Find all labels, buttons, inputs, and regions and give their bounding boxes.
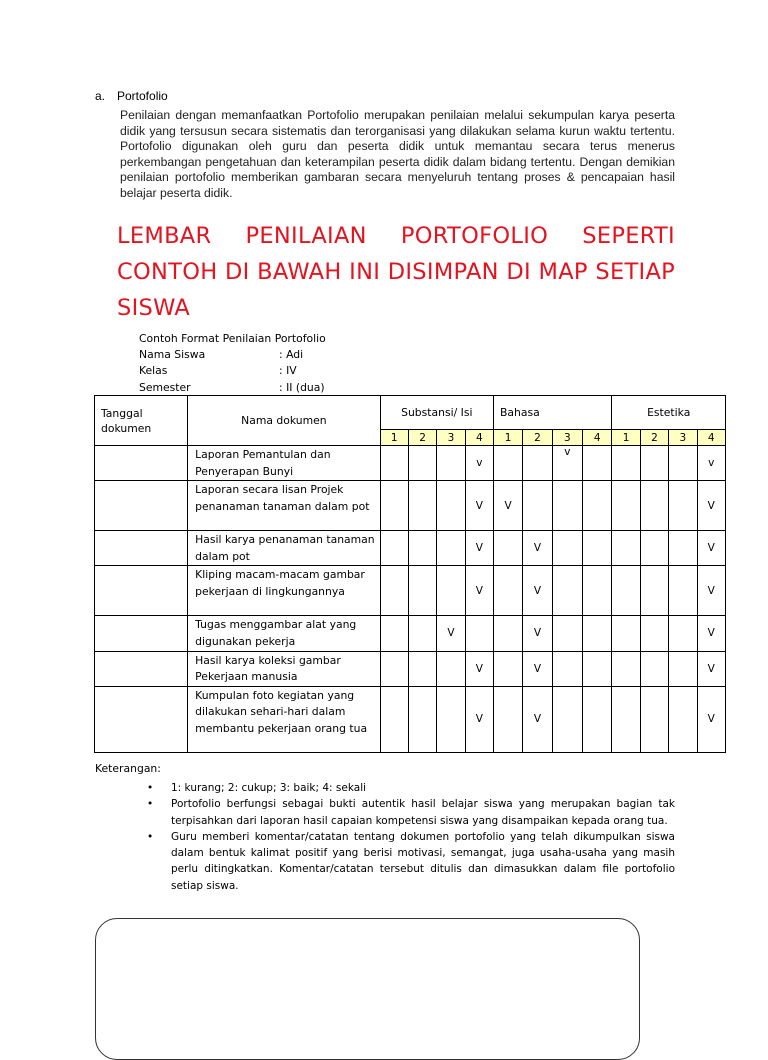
mark-cell: V — [465, 566, 493, 616]
mark-cell — [583, 446, 612, 481]
notes-list — [95, 780, 675, 894]
mark-cell — [552, 531, 582, 566]
mark-cell — [669, 651, 697, 686]
comment-box — [95, 918, 640, 1060]
mark-cell — [408, 481, 436, 531]
notes-item — [147, 829, 675, 894]
mark-cell — [612, 531, 640, 566]
mark-cell — [583, 481, 612, 531]
mark-cell — [493, 686, 522, 752]
table-row — [95, 481, 726, 531]
red-heading: LEMBAR PENILAIAN PORTOFOLIO SEPERTI CONTOH DI BAWAH INI DISIMPAN DI MAP SETIAP SISWA — [117, 223, 675, 321]
class-label: Kelas — [139, 364, 168, 378]
mark-cell — [493, 531, 522, 566]
table-header-row — [95, 396, 726, 430]
mark-cell — [408, 686, 436, 752]
score-3: 3 — [437, 430, 465, 446]
mark-cell — [552, 686, 582, 752]
mark-cell — [437, 481, 465, 531]
mark-cell — [612, 566, 640, 616]
semester-label: Semester — [139, 380, 191, 394]
notes-title: Keterangan: — [95, 762, 161, 775]
doc-cell: Laporan Pemantulan dan Penyerapan Bunyi — [188, 446, 380, 481]
mark-cell: V — [697, 531, 726, 566]
score-1: 1 — [612, 430, 640, 446]
mark-cell — [583, 566, 612, 616]
mark-cell — [612, 481, 640, 531]
table-row — [95, 616, 726, 651]
mark-cell — [669, 686, 697, 752]
header-substansi: Substansi/ Isi — [380, 396, 493, 430]
semester-value: : II (dua) — [279, 380, 325, 394]
mark-cell — [380, 686, 408, 752]
mark-cell — [380, 531, 408, 566]
mark-cell — [612, 446, 640, 481]
mark-cell — [669, 616, 697, 651]
score-4: 4 — [583, 430, 612, 446]
date-cell — [95, 616, 188, 651]
score-2: 2 — [640, 430, 668, 446]
mark-cell: V — [465, 481, 493, 531]
mark-cell — [669, 481, 697, 531]
score-3: 3 — [669, 430, 697, 446]
mark-cell — [437, 446, 465, 481]
mark-cell — [493, 566, 522, 616]
mark-cell — [493, 446, 522, 481]
mark-cell — [640, 616, 668, 651]
date-cell — [95, 481, 188, 531]
header-bahasa: Bahasa — [493, 396, 612, 430]
mark-cell — [523, 481, 552, 531]
mark-cell — [612, 651, 640, 686]
mark-cell: V — [697, 651, 726, 686]
mark-cell: V — [697, 616, 726, 651]
notes-section — [95, 762, 675, 894]
mark-cell — [380, 481, 408, 531]
doc-cell: Kliping macam-macam gambar pekerjaan di lingkungannya — [188, 566, 380, 616]
notes-item-text: Guru memberi komentar/catatan tentang dokumen portofolio yang telah dikumpulkan siswa dalam bentuk kalimat positif yang berisi motivasi, semangat, juga usaha-usaha yang masih perlu ditingkatkan. Komentar/catatan tersebut ditulis dan dimasukkan dalam file portofolio setiap siswa. — [171, 830, 675, 892]
date-cell — [95, 686, 188, 752]
portfolio-table — [94, 395, 726, 753]
mark-cell — [612, 686, 640, 752]
table-row — [95, 686, 726, 752]
mark-cell — [640, 446, 668, 481]
doc-cell: Kumpulan foto kegiatan yang dilakukan sehari-hari dalam membantu pekerjaan orang tua — [188, 686, 380, 752]
header-estetika: Estetika — [612, 396, 726, 430]
mark-cell — [523, 446, 552, 481]
mark-cell — [408, 531, 436, 566]
date-cell — [95, 531, 188, 566]
mark-cell: V — [697, 686, 726, 752]
score-4: 4 — [465, 430, 493, 446]
score-3: 3 — [552, 430, 582, 446]
student-info — [139, 331, 326, 396]
mark-cell — [552, 616, 582, 651]
doc-cell: Hasil karya koleksi gambar Pekerjaan manusia — [188, 651, 380, 686]
table-row — [95, 446, 726, 481]
info-row-class — [139, 363, 326, 379]
mark-cell — [640, 651, 668, 686]
notes-item-text: 1: kurang; 2: cukup; 3: baik; 4: sekali — [171, 782, 367, 794]
mark-cell: V — [465, 531, 493, 566]
date-cell — [95, 446, 188, 481]
mark-cell: V — [697, 481, 726, 531]
notes-item — [147, 780, 675, 796]
table-row — [95, 566, 726, 616]
mark-cell — [437, 531, 465, 566]
mark-cell — [612, 616, 640, 651]
notes-item — [147, 796, 675, 829]
mark-cell: V — [697, 566, 726, 616]
doc-cell: Laporan secara lisan Projek penanaman tanaman dalam pot — [188, 481, 380, 531]
mark-cell: v — [465, 446, 493, 481]
mark-cell — [583, 651, 612, 686]
mark-cell — [408, 651, 436, 686]
doc-cell: Hasil karya penanaman tanaman dalam pot — [188, 531, 380, 566]
mark-cell — [465, 616, 493, 651]
mark-cell — [552, 481, 582, 531]
name-label: Nama Siswa — [139, 348, 206, 362]
mark-cell: V — [437, 616, 465, 651]
mark-cell — [380, 616, 408, 651]
score-2: 2 — [523, 430, 552, 446]
section-heading — [95, 89, 168, 103]
mark-cell — [583, 531, 612, 566]
mark-cell — [493, 616, 522, 651]
date-cell — [95, 651, 188, 686]
date-cell — [95, 566, 188, 616]
score-1: 1 — [380, 430, 408, 446]
header-date: Tanggal dokumen — [95, 396, 188, 446]
info-row-semester — [139, 380, 326, 396]
info-row-name — [139, 347, 326, 363]
table-row — [95, 531, 726, 566]
mark-cell: V — [465, 651, 493, 686]
table-row — [95, 651, 726, 686]
mark-cell — [669, 566, 697, 616]
bullet-icon: • — [147, 798, 154, 811]
mark-cell: V — [523, 566, 552, 616]
score-4: 4 — [697, 430, 726, 446]
mark-cell — [583, 686, 612, 752]
mark-cell — [669, 531, 697, 566]
section-letter: a. — [95, 89, 106, 103]
mark-cell — [640, 686, 668, 752]
mark-cell — [640, 566, 668, 616]
mark-cell — [493, 651, 522, 686]
mark-cell — [437, 686, 465, 752]
bullet-icon: • — [147, 782, 154, 794]
header-doc: Nama dokumen — [188, 396, 380, 446]
mark-cell: v — [552, 446, 582, 481]
doc-cell: Tugas menggambar alat yang digunakan pekerja — [188, 616, 380, 651]
mark-cell: V — [523, 616, 552, 651]
score-1: 1 — [493, 430, 522, 446]
bullet-icon: • — [147, 830, 154, 843]
intro-paragraph: Penilaian dengan memanfaatkan Portofolio merupakan penilaian melalui sekumpulan karya peserta didik yang tersusun secara sistematis dan terorganisasi yang dilakukan selama kurun waktu tertentu. Portofolio digunakan oleh guru dan peserta didik untuk memantau secara terus menerus perkembangan pengetahuan dan keterampilan peserta didik dalam bidang tertentu. Dengan demikian penilaian portofolio memberikan gambaran secara menyeluruh tentang proses & pencapaian hasil belajar peserta didik. — [120, 108, 675, 200]
mark-cell — [640, 531, 668, 566]
mark-cell — [552, 651, 582, 686]
mark-cell — [583, 616, 612, 651]
mark-cell — [408, 446, 436, 481]
mark-cell — [669, 446, 697, 481]
mark-cell: V — [493, 481, 522, 531]
mark-cell — [437, 566, 465, 616]
mark-cell — [640, 481, 668, 531]
mark-cell: V — [523, 686, 552, 752]
notes-item-text: Portofolio berfungsi sebagai bukti autentik hasil belajar siswa yang merupakan bagian tak terpisahkan dari laporan hasil capaian kompetensi siswa yang disampaikan kepada orang tua. — [171, 798, 675, 827]
mark-cell — [380, 446, 408, 481]
mark-cell: V — [523, 651, 552, 686]
section-title: Portofolio — [117, 89, 168, 103]
class-value: : IV — [279, 364, 297, 378]
mark-cell: V — [465, 686, 493, 752]
format-title: Contoh Format Penilaian Portofolio — [139, 332, 326, 345]
score-2: 2 — [408, 430, 436, 446]
mark-cell — [552, 566, 582, 616]
mark-cell — [380, 566, 408, 616]
mark-cell — [437, 651, 465, 686]
mark-cell — [408, 566, 436, 616]
mark-cell: V — [523, 531, 552, 566]
mark-cell — [380, 651, 408, 686]
mark-cell: v — [697, 446, 726, 481]
name-value: : Adi — [279, 348, 304, 362]
mark-cell — [408, 616, 436, 651]
